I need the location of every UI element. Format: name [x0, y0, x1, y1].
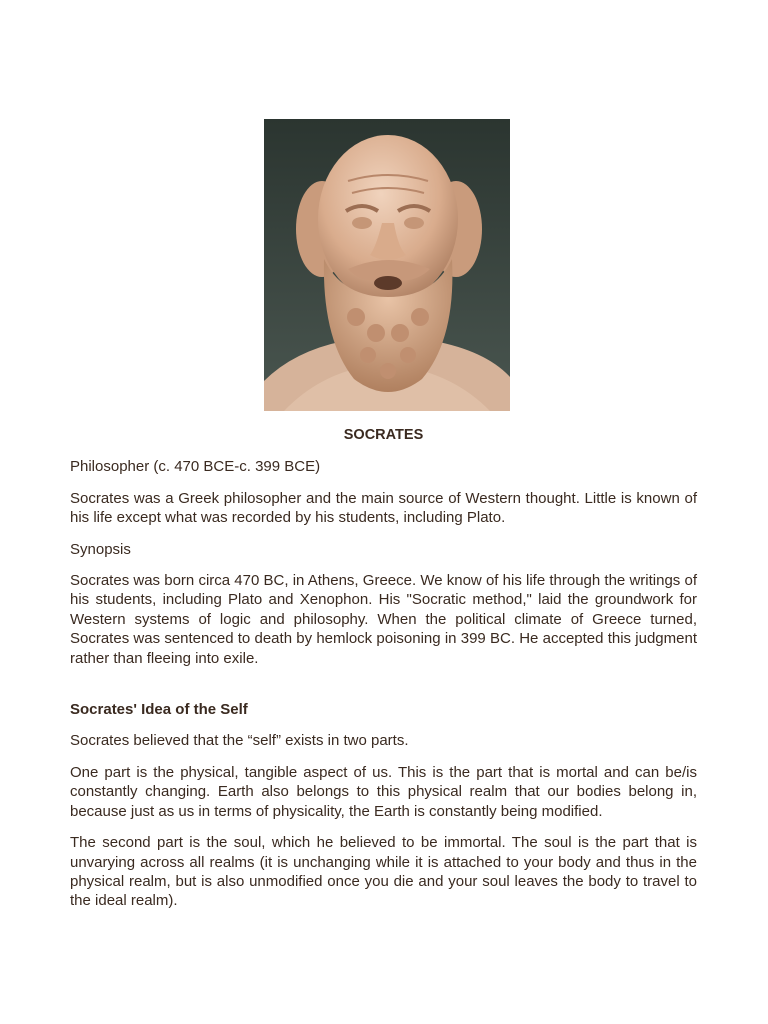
- self-paragraph-2: One part is the physical, tangible aspect of us. This is the part that is mortal and can be/is constantly changing. Earth also belongs to this physical realm that our bodies belong in, because just as us in terms of physicality, the Earth is constantly being modified.: [70, 763, 697, 820]
- page-title: SOCRATES: [343, 427, 424, 443]
- intro-paragraph: Socrates was a Greek philosopher and the main source of Western thought. Little is known of his life except what was recorded by his students, including Plato.: [70, 489, 697, 527]
- synopsis-paragraph: Socrates was born circa 470 BC, in Athens, Greece. We know of his life through the writings of his students, including Plato and Xenophon. His "Socratic method," laid the groundwork for Western systems of logic and philosophy. When the political climate of Greece turned, Socrates was sentenced to death by hemlock poisoning in 399 BC. He accepted this judgment rather than fleeing into exile.: [70, 572, 697, 667]
- subtitle: Philosopher (c. 470 BCE-c. 399 BCE): [70, 458, 321, 476]
- self-paragraph-1: Socrates believed that the “self” exists in two parts.: [70, 732, 409, 750]
- document-body: [70, 426, 697, 923]
- socrates-bust-image: [264, 119, 510, 411]
- bust-icon: [264, 119, 510, 411]
- section-heading: Socrates' Idea of the Self: [70, 701, 248, 719]
- synopsis-label: Synopsis: [70, 540, 131, 558]
- self-paragraph-3: The second part is the soul, which he believed to be immortal. The soul is the part that is unvarying across all realms (it is unchanging while it is attached to your body and thus in the physical realm, but is also unmodified once you die and your soul leaves the body to travel to the ideal realm).: [70, 834, 697, 910]
